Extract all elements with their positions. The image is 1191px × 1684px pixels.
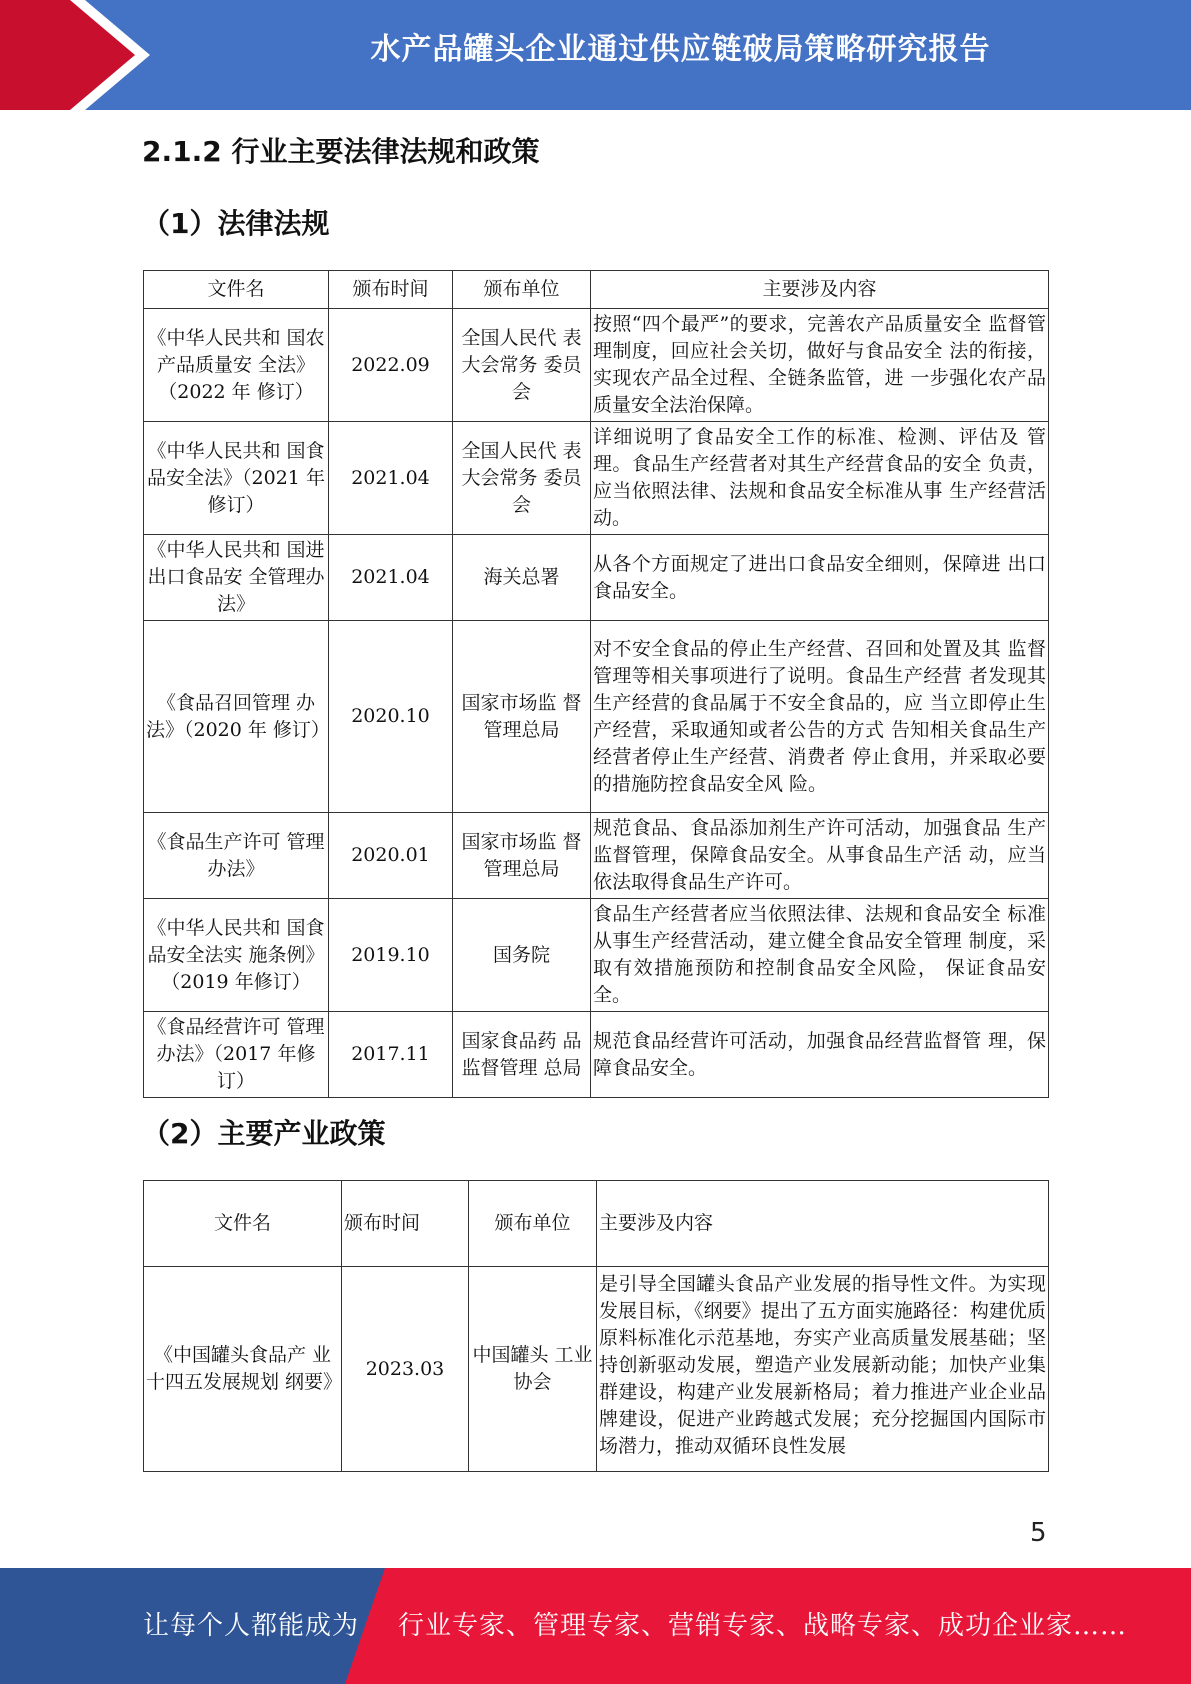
law-content: 按照“四个最严”的要求，完善农产品质量安全 监督管理制度，回应社会关切，做好与食品安全 法的衔接，实现农产品全过程、全链条监管，进 一步强化农产品质量安全法治保障。	[591, 309, 1049, 422]
law-date: 2019.10	[329, 899, 453, 1012]
policy-name: 《中国罐头食品产 业十四五发展规划 纲要》	[144, 1267, 342, 1472]
law-date: 2022.09	[329, 309, 453, 422]
policy-content: 是引导全国罐头食品产业发展的指导性文件。为实现发展目标，《纲要》提出了五方面实施路径：构建优质原料标准化示范基地，夯实产业高质量发展基础；坚持创新驱动发展，塑造产业发展新动能；加快产业集群建设，构建产业发展新格局；着力推进产业企业品牌建设，促进产业跨越式发展；充分挖掘国内国际市场潜力，推动双循环良性发展	[599, 1273, 1046, 1457]
law-name: 《中华人民共和 国食品安全法》（2021 年修订）	[144, 422, 329, 535]
law-name: 《中华人民共和 国进出口食品安 全管理办法》	[144, 535, 329, 621]
law-issuer: 全国人民代 表大会常务 委员会	[453, 422, 591, 535]
law-date: 2020.10	[329, 621, 453, 813]
law-issuer: 国务院	[453, 899, 591, 1012]
law-content: 详细说明了食品安全工作的标准、检测、评估及 管理。食品生产经营者对其生产经营食品的安全 负责，应当依照法律、法规和食品安全标准从事 生产经营活动。	[591, 422, 1049, 535]
law-name: 《食品经营许可 管理办法》（2017 年修订）	[144, 1012, 329, 1098]
law-issuer: 国家食品药 品监督管理 总局	[453, 1012, 591, 1098]
column-header: 主要涉及内容	[591, 271, 1049, 309]
column-header: 颁布单位	[453, 271, 591, 309]
page-footer	[0, 1568, 1191, 1684]
policy-content-cell	[597, 1267, 1049, 1472]
law-name: 《食品召回管理 办法》（2020 年 修订）	[144, 621, 329, 813]
column-header: 文件名	[144, 1181, 342, 1267]
page-header	[0, 0, 1191, 110]
column-header: 颁布时间	[329, 271, 453, 309]
law-date: 2021.04	[329, 422, 453, 535]
law-issuer: 全国人民代 表大会常务 委员会	[453, 309, 591, 422]
page-number: 5	[1030, 1518, 1047, 1548]
table-row	[144, 1267, 1049, 1472]
table-header-row	[144, 1181, 1049, 1267]
policies-table	[143, 1180, 1049, 1472]
subsection-laws-title: （1）法律法规	[142, 207, 330, 240]
policy-date: 2023.03	[342, 1267, 469, 1472]
law-content: 食品生产经营者应当依照法律、法规和食品安全 标准从事生产经营活动，建立健全食品安全管理 制度，采取有效措施预防和控制食品安全风险， 保证食品安全。	[591, 899, 1049, 1012]
footer-slogan-right: 行业专家、管理专家、营销专家、战略专家、成功企业家……	[398, 1611, 1128, 1641]
law-content: 规范食品经营许可活动，加强食品经营监督管 理，保障食品安全。	[591, 1012, 1049, 1098]
table-row	[144, 309, 1049, 422]
table-row	[144, 535, 1049, 621]
law-name: 《食品生产许可 管理办法》	[144, 813, 329, 899]
law-date: 2020.01	[329, 813, 453, 899]
table-row	[144, 422, 1049, 535]
laws-table	[143, 270, 1049, 1098]
law-content: 规范食品、食品添加剂生产许可活动，加强食品 生产监督管理，保障食品安全。从事食品生产活 动，应当依法取得食品生产许可。	[591, 813, 1049, 899]
table-row	[144, 899, 1049, 1012]
law-issuer: 国家市场监 督管理总局	[453, 621, 591, 813]
law-name: 《中华人民共和 国农产品质量安 全法》（2022 年 修订）	[144, 309, 329, 422]
footer-slogan-left: 让每个人都能成为	[143, 1611, 360, 1641]
column-header: 文件名	[144, 271, 329, 309]
table-header-row	[144, 271, 1049, 309]
table-row	[144, 813, 1049, 899]
law-name: 《中华人民共和 国食品安全法实 施条例》（2019 年修订）	[144, 899, 329, 1012]
law-content: 对不安全食品的停止生产经营、召回和处置及其 监督管理等相关事项进行了说明。食品生产经营 者发现其生产经营的食品属于不安全食品的，应 当立即停止生产经营，采取通知或者公告的方式 告知相关食品生产经营者停止生产经营、消费者 停止食用，并采取必要的措施防控食品安全风 险。	[591, 621, 1049, 813]
column-header: 颁布单位	[469, 1181, 597, 1267]
table-row	[144, 621, 1049, 813]
section-title: 2.1.2 行业主要法律法规和政策	[142, 135, 540, 168]
column-header: 主要涉及内容	[597, 1181, 1049, 1267]
subsection-policies-title: （2）主要产业政策	[142, 1117, 386, 1150]
law-issuer: 海关总署	[453, 535, 591, 621]
column-header: 颁布时间	[342, 1181, 469, 1267]
law-date: 2017.11	[329, 1012, 453, 1098]
law-content: 从各个方面规定了进出口食品安全细则，保障进 出口食品安全。	[591, 535, 1049, 621]
policy-issuer: 中国罐头 工业协会	[469, 1267, 597, 1472]
law-issuer: 国家市场监 督管理总局	[453, 813, 591, 899]
table-row	[144, 1012, 1049, 1098]
report-title: 水产品罐头企业通过供应链破局策略研究报告	[370, 32, 991, 67]
law-date: 2021.04	[329, 535, 453, 621]
